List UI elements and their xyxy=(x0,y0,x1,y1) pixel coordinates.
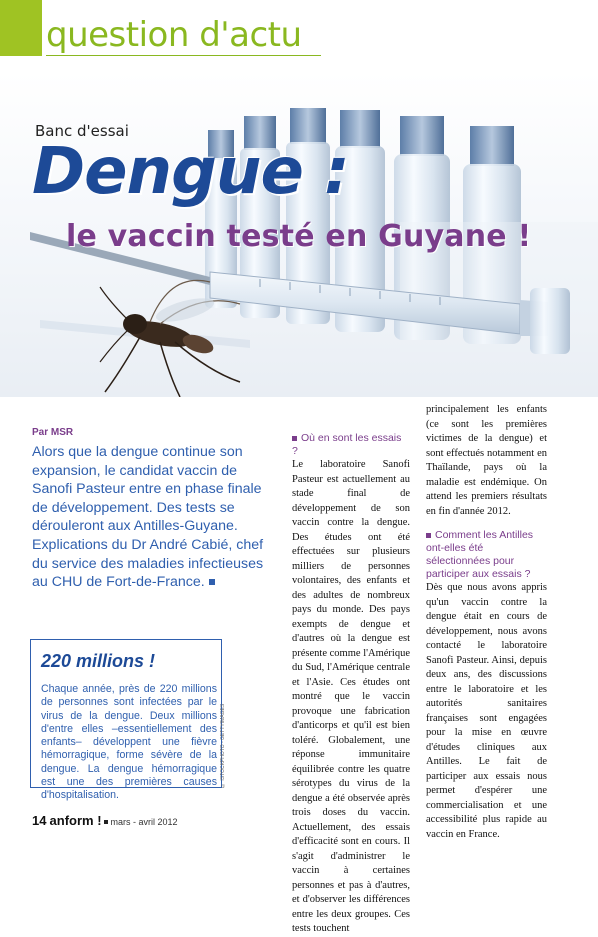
section-color-tab xyxy=(0,0,42,56)
sidebar-box-text: Chaque année, près de 220 millions de personnes sont infectées par le virus de la dengue. Deux millions d'entre elles –essentiellement des enfants– développent une fièvre hémorragique, forme sévère de la dengue. La dengue hémorragique est une des premières causes d'hospitalisation. xyxy=(41,683,217,802)
photo-credit: © ISTOCKPHOTO - GETTYIMAGES xyxy=(220,703,226,788)
article-title: Dengue : xyxy=(32,135,349,209)
sidebar-box xyxy=(30,639,222,802)
bullet-square-icon xyxy=(292,436,297,441)
article-column-right xyxy=(426,403,547,842)
question-heading-1 xyxy=(292,432,410,458)
spacer xyxy=(426,519,547,529)
answer-1-paragraph: Le laboratoire Sanofi Pasteur est actuellement au stade final de développement de son vaccin contre la dengue. Des études ont été effectuées sur plusieurs milliers de personnes volontaires, des enfants et des adultes de nombreux pays du monde. Des pays exempts de dengue et d'autres où la dengue est présente comme l'Amérique du Sud, l'Amérique centrale et l'Asie. Ces études ont montré que le vaccin provoque une fabrication d'anticorps et qu'il est bien toléré. Globalement, une réponse immunitaire équilibrée contre les quatre sérotypes du virus de la dengue a été observée après trois doses du vaccin. Actuellement, des essais d'efficacité sont en cours. Il s'agit d'administrer le vaccin à certaines personnes et pas à d'autres, et d'observer les différences entre les deux groupes. Ces tests touchent xyxy=(292,459,410,934)
section-title: question d'actu xyxy=(46,15,302,55)
bullet-square-icon xyxy=(426,533,431,538)
lead-text: Alors que la dengue continue son expansion, le candidat vaccin de Sanofi Pasteur entre en phase finale de développement. Des tests se dérouleront aux Antilles-Guyane. Explications du Dr André Cabié, chef du service des maladies infectieuses au CHU de Fort-de-France. xyxy=(32,444,264,591)
footer-square-icon xyxy=(104,820,108,824)
issue-date: mars - avril 2012 xyxy=(110,817,178,827)
end-mark-icon xyxy=(209,579,215,585)
question-heading-2 xyxy=(426,529,547,581)
byline: Par MSR xyxy=(32,427,74,438)
article-subtitle: le vaccin testé en Guyane ! xyxy=(66,219,532,254)
article-kicker: Banc d'essai xyxy=(35,122,129,140)
answer-1-continued: principalement les enfants (ce sont les premières victimes de la dengue) et sont effectués notamment en Thaïlande, pays où la maladie est endémique. On attend les premiers résultats en fin d'année 2012. xyxy=(426,404,547,517)
magazine-name: anform ! xyxy=(49,813,102,828)
lead-paragraph xyxy=(32,443,264,592)
question-1-text: Où en sont les essais ? xyxy=(292,432,402,457)
page-footer xyxy=(32,813,178,828)
sidebar-box-title: 220 millions ! xyxy=(41,651,156,671)
question-2-text: Comment les Antilles ont-elles été sélectionnées pour participer aux essais ? xyxy=(426,529,534,580)
page-number: 14 xyxy=(32,813,47,828)
article-column-middle xyxy=(292,432,410,937)
section-title-underline xyxy=(46,55,321,56)
answer-2-paragraph: Dès que nous avons appris qu'un vaccin contre la dengue était en cours de développement, nous avons contacté le laboratoire Sanofi Pasteur. Ainsi, depuis deux ans, des discussions entre le laboratoire et les autorités sanitaires françaises sont engagées pour la mise en œuvre d'études cliniques aux Antilles. Le fait de participer aux essais nous permet d'espérer une commercialisation et une accessibilité plus rapide au vaccin en France. xyxy=(426,582,547,840)
